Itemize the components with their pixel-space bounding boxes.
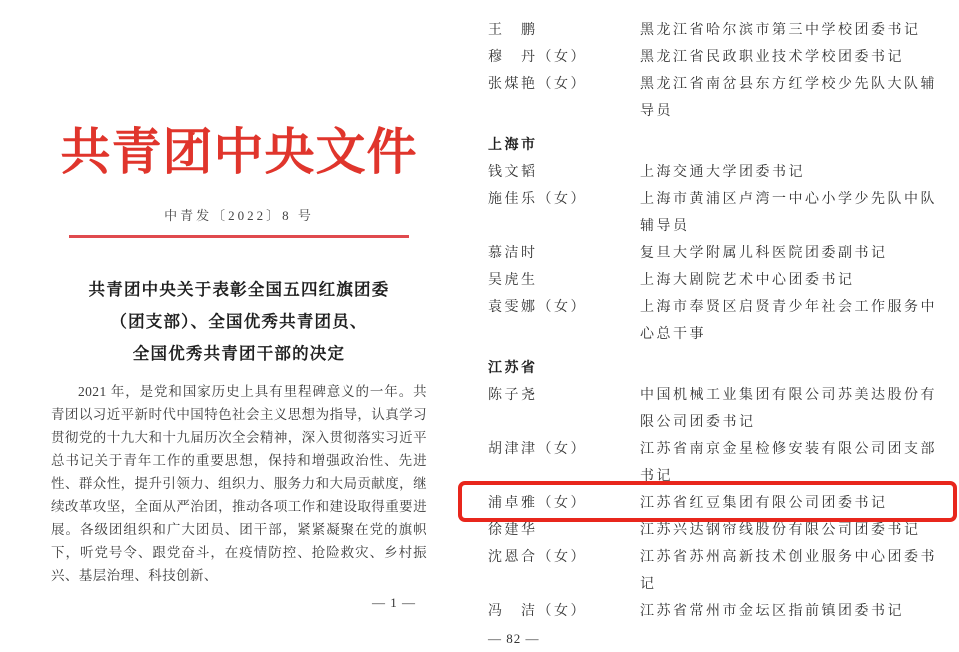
awardee-name: 张煤艳（女） <box>488 77 587 92</box>
awardee-name: 慕洁时 <box>488 246 538 261</box>
letterhead-title: 共青团中央文件 <box>60 124 418 180</box>
award-row <box>460 544 959 598</box>
province-name: 江苏省 <box>488 361 538 376</box>
document-page-82 <box>460 0 959 652</box>
awardee-name: 穆 丹（女） <box>488 50 587 65</box>
document-title-line-1: 共青团中央关于表彰全国五四红旗团委 <box>88 279 390 299</box>
award-row <box>460 436 959 490</box>
awardee-name: 王 鹏 <box>488 23 538 38</box>
award-row <box>460 186 959 240</box>
awardee-name: 胡津津（女） <box>488 442 587 457</box>
awardee-name: 徐建华 <box>488 523 538 538</box>
award-row <box>460 44 959 71</box>
page-number-right: — 82 — <box>488 631 540 646</box>
document-title-line-2: （团支部）、全国优秀共青团员、 <box>110 311 368 331</box>
document-page-1 <box>38 0 440 639</box>
awardee-name: 沈恩合（女） <box>488 550 587 565</box>
awardee-name: 浦卓雅（女） <box>488 496 587 511</box>
award-row <box>460 17 959 44</box>
awardee-name: 袁雯娜（女） <box>488 300 587 315</box>
award-row <box>460 294 959 348</box>
award-row <box>460 382 959 436</box>
awardee-name: 陈子尧 <box>488 388 538 403</box>
award-row <box>460 517 959 544</box>
awardee-position: 上海市奉贤区启贤青少年社会工作服务中心总干事 <box>640 300 937 342</box>
award-row <box>460 240 959 267</box>
awardee-position: 复旦大学附属儿科医院团委副书记 <box>640 246 888 261</box>
document-title <box>38 274 440 370</box>
province-header <box>460 132 959 159</box>
award-row <box>460 159 959 186</box>
awardee-position: 黑龙江省民政职业技术学校团委书记 <box>640 50 904 65</box>
document-body-paragraph: 2021 年，是党和国家历史上具有里程碑意义的一年。共青团以习近平新时代中国特色社会主义思想为指导，认真学习贯彻党的十九大和十九届历次全会精神，深入贯彻落实习近平总书记关于青年工作的重要思想，保持和增强政治性、先进性、群众性，提升引领力、组织力、服务力和大局贡献度，继续改革攻坚，全面从严治团，推动各项工作和建设取得重要进展。各级团组织和广大团员、团干部，紧紧凝聚在党的旗帜下，听党号令、跟党奋斗，在疫情防控、抢险救灾、乡村振兴、基层治理、科技创新、 <box>51 383 427 583</box>
awardee-position: 江苏省红豆集团有限公司团委书记 <box>640 496 888 511</box>
awardee-name: 冯 洁（女） <box>488 604 587 619</box>
awardee-name: 施佳乐（女） <box>488 192 587 207</box>
awardee-position: 上海市黄浦区卢湾一中心小学少先队中队辅导员 <box>640 192 937 234</box>
awardee-position: 江苏省苏州高新技术创业服务中心团委书记 <box>640 550 937 592</box>
award-row <box>460 267 959 294</box>
document-number: 中青发〔2022〕8 号 <box>164 207 314 223</box>
award-list <box>460 17 959 625</box>
red-divider-line <box>69 235 409 238</box>
awardee-position: 上海交通大学团委书记 <box>640 165 805 180</box>
award-row-highlighted <box>460 490 959 517</box>
award-row <box>460 71 959 125</box>
province-header <box>460 355 959 382</box>
awardee-position: 江苏省常州市金坛区指前镇团委书记 <box>640 604 904 619</box>
province-name: 上海市 <box>488 138 538 153</box>
awardee-position: 江苏兴达钢帘线股份有限公司团委书记 <box>640 523 921 538</box>
awardee-name: 钱文韬 <box>488 165 538 180</box>
awardee-position: 黑龙江省哈尔滨市第三中学校团委书记 <box>640 23 921 38</box>
document-title-line-3: 全国优秀共青团干部的决定 <box>132 343 346 363</box>
awardee-name: 吴虎生 <box>488 273 538 288</box>
page-number-left: — 1 — <box>372 594 416 610</box>
awardee-position: 黑龙江省南岔县东方红学校少先队大队辅导员 <box>640 77 937 119</box>
award-row <box>460 598 959 625</box>
awardee-position: 江苏省南京金星检修安装有限公司团支部书记 <box>640 442 937 484</box>
awardee-position: 中国机械工业集团有限公司苏美达股份有限公司团委书记 <box>640 388 937 430</box>
awardee-position: 上海大剧院艺术中心团委书记 <box>640 273 855 288</box>
